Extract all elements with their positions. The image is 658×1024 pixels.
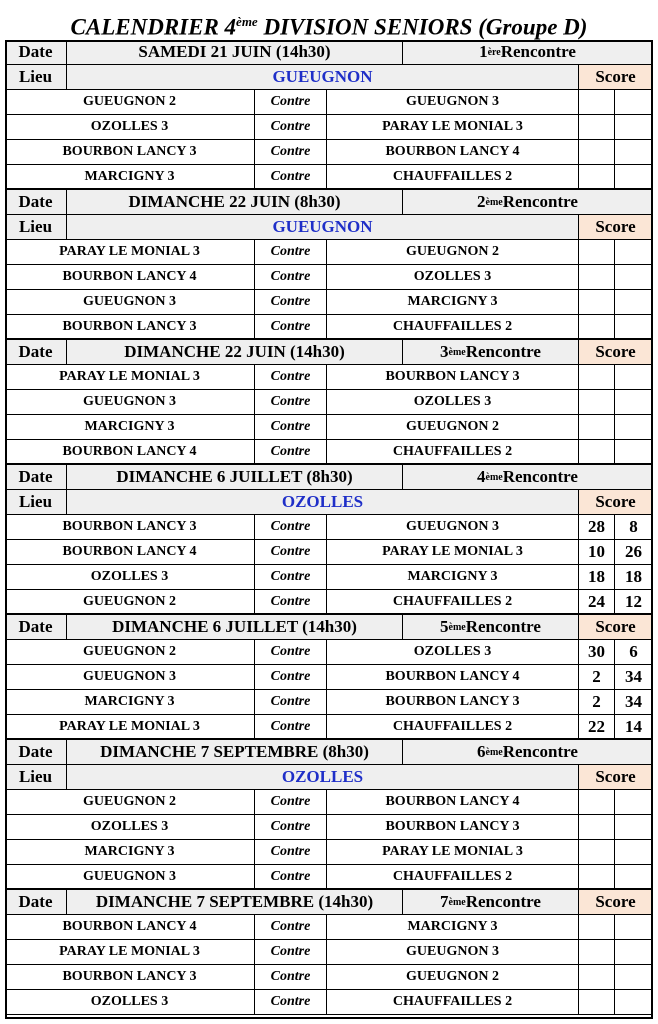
round-text: Rencontre xyxy=(465,342,541,361)
team-away: GUEUGNON 3 xyxy=(327,940,579,965)
team-home: GUEUGNON 3 xyxy=(5,865,255,890)
team-away: MARCIGNY 3 xyxy=(327,915,579,940)
date-label: Date xyxy=(5,190,67,215)
round-number xyxy=(403,465,653,490)
lieu-label: Lieu xyxy=(5,215,67,240)
score-away xyxy=(615,290,653,315)
round-date: DIMANCHE 22 JUIN (8h30) xyxy=(67,190,403,215)
contre-label: Contre xyxy=(255,315,327,340)
round-date: SAMEDI 21 JUIN (14h30) xyxy=(67,40,403,65)
venue-name: OZOLLES xyxy=(67,490,579,515)
score-header: Score xyxy=(579,65,653,90)
venue-name: OZOLLES xyxy=(67,765,579,790)
date-label: Date xyxy=(5,740,67,765)
team-home: BOURBON LANCY 4 xyxy=(5,915,255,940)
title-main: CALENDRIER 4 xyxy=(70,14,237,40)
contre-label: Contre xyxy=(255,290,327,315)
round-text: Rencontre xyxy=(502,742,578,761)
team-away: CHAUFFAILLES 2 xyxy=(327,715,579,740)
team-home: BOURBON LANCY 4 xyxy=(5,440,255,465)
score-home: 10 xyxy=(579,540,615,565)
score-away: 34 xyxy=(615,690,653,715)
score-home xyxy=(579,815,615,840)
team-away: OZOLLES 3 xyxy=(327,390,579,415)
team-away: GUEUGNON 2 xyxy=(327,965,579,990)
score-home: 24 xyxy=(579,590,615,615)
score-home: 18 xyxy=(579,565,615,590)
team-away: CHAUFFAILLES 2 xyxy=(327,590,579,615)
score-home xyxy=(579,790,615,815)
score-header: Score xyxy=(579,615,653,640)
contre-label: Contre xyxy=(255,115,327,140)
score-away: 12 xyxy=(615,590,653,615)
contre-label: Contre xyxy=(255,415,327,440)
team-away: CHAUFFAILLES 2 xyxy=(327,165,579,190)
contre-label: Contre xyxy=(255,940,327,965)
round-date: DIMANCHE 7 SEPTEMBRE (8h30) xyxy=(67,740,403,765)
team-away: CHAUFFAILLES 2 xyxy=(327,440,579,465)
round-number xyxy=(403,890,579,915)
score-away xyxy=(615,915,653,940)
title-rest: DIVISION SENIORS (Groupe D) xyxy=(257,14,588,40)
contre-label: Contre xyxy=(255,815,327,840)
team-home: PARAY LE MONIAL 3 xyxy=(5,365,255,390)
score-home xyxy=(579,440,615,465)
lieu-label: Lieu xyxy=(5,490,67,515)
score-away: 14 xyxy=(615,715,653,740)
score-header: Score xyxy=(579,490,653,515)
score-away xyxy=(615,365,653,390)
round-text: Rencontre xyxy=(465,892,541,911)
score-away xyxy=(615,815,653,840)
contre-label: Contre xyxy=(255,265,327,290)
page-title xyxy=(0,5,658,39)
round-num: 1 xyxy=(479,42,488,61)
team-home: BOURBON LANCY 3 xyxy=(5,965,255,990)
team-away: BOURBON LANCY 3 xyxy=(327,815,579,840)
round-sup: ème xyxy=(485,196,503,208)
contre-label: Contre xyxy=(255,590,327,615)
date-label: Date xyxy=(5,890,67,915)
team-away: GUEUGNON 3 xyxy=(327,515,579,540)
score-home xyxy=(579,265,615,290)
score-header: Score xyxy=(579,765,653,790)
score-away: 18 xyxy=(615,565,653,590)
team-home: GUEUGNON 3 xyxy=(5,665,255,690)
team-home: OZOLLES 3 xyxy=(5,990,255,1015)
round-sup: ème xyxy=(448,621,466,633)
round-text: Rencontre xyxy=(502,192,578,211)
score-home xyxy=(579,115,615,140)
contre-label: Contre xyxy=(255,665,327,690)
score-home xyxy=(579,390,615,415)
round-number xyxy=(403,740,653,765)
score-home: 28 xyxy=(579,515,615,540)
date-label: Date xyxy=(5,465,67,490)
lieu-label: Lieu xyxy=(5,765,67,790)
round-num: 3 xyxy=(440,342,449,361)
team-away: MARCIGNY 3 xyxy=(327,290,579,315)
round-num: 7 xyxy=(440,892,449,911)
contre-label: Contre xyxy=(255,165,327,190)
contre-label: Contre xyxy=(255,790,327,815)
score-away xyxy=(615,840,653,865)
date-label: Date xyxy=(5,615,67,640)
score-home xyxy=(579,240,615,265)
schedule-table xyxy=(5,40,653,1019)
team-away: BOURBON LANCY 4 xyxy=(327,665,579,690)
team-away: BOURBON LANCY 4 xyxy=(327,140,579,165)
round-num: 5 xyxy=(440,617,449,636)
score-home xyxy=(579,365,615,390)
team-home: GUEUGNON 2 xyxy=(5,790,255,815)
score-home xyxy=(579,990,615,1015)
score-away xyxy=(615,865,653,890)
contre-label: Contre xyxy=(255,440,327,465)
contre-label: Contre xyxy=(255,565,327,590)
date-label: Date xyxy=(5,340,67,365)
round-num: 6 xyxy=(477,742,486,761)
score-away xyxy=(615,140,653,165)
venue-name: GUEUGNON xyxy=(67,65,579,90)
round-text: Rencontre xyxy=(465,617,541,636)
score-home xyxy=(579,140,615,165)
contre-label: Contre xyxy=(255,865,327,890)
contre-label: Contre xyxy=(255,915,327,940)
team-home: GUEUGNON 2 xyxy=(5,640,255,665)
team-away: GUEUGNON 2 xyxy=(327,240,579,265)
score-home: 22 xyxy=(579,715,615,740)
team-home: MARCIGNY 3 xyxy=(5,840,255,865)
team-away: PARAY LE MONIAL 3 xyxy=(327,840,579,865)
team-home: BOURBON LANCY 4 xyxy=(5,540,255,565)
contre-label: Contre xyxy=(255,990,327,1015)
title-sup: ème xyxy=(236,14,258,29)
date-label: Date xyxy=(5,40,67,65)
round-num: 2 xyxy=(477,192,486,211)
team-home: GUEUGNON 2 xyxy=(5,590,255,615)
score-away xyxy=(615,315,653,340)
score-home xyxy=(579,165,615,190)
contre-label: Contre xyxy=(255,240,327,265)
team-home: GUEUGNON 3 xyxy=(5,390,255,415)
contre-label: Contre xyxy=(255,715,327,740)
score-away xyxy=(615,390,653,415)
team-home: PARAY LE MONIAL 3 xyxy=(5,715,255,740)
contre-label: Contre xyxy=(255,390,327,415)
round-date: DIMANCHE 22 JUIN (14h30) xyxy=(67,340,403,365)
score-home xyxy=(579,290,615,315)
round-number xyxy=(403,615,579,640)
round-sup: ème xyxy=(448,896,466,908)
team-away: PARAY LE MONIAL 3 xyxy=(327,540,579,565)
contre-label: Contre xyxy=(255,840,327,865)
score-home xyxy=(579,865,615,890)
score-home xyxy=(579,415,615,440)
score-home: 2 xyxy=(579,665,615,690)
score-home xyxy=(579,840,615,865)
round-number xyxy=(403,40,653,65)
score-away: 34 xyxy=(615,665,653,690)
score-away xyxy=(615,115,653,140)
round-number xyxy=(403,340,579,365)
team-away: GUEUGNON 2 xyxy=(327,415,579,440)
contre-label: Contre xyxy=(255,690,327,715)
score-header: Score xyxy=(579,215,653,240)
score-away xyxy=(615,240,653,265)
round-num: 4 xyxy=(477,467,486,486)
round-number xyxy=(403,190,653,215)
team-away: CHAUFFAILLES 2 xyxy=(327,865,579,890)
team-home: BOURBON LANCY 3 xyxy=(5,515,255,540)
team-away: BOURBON LANCY 3 xyxy=(327,690,579,715)
score-home xyxy=(579,915,615,940)
score-home xyxy=(579,315,615,340)
score-header: Score xyxy=(579,890,653,915)
score-home xyxy=(579,940,615,965)
team-away: CHAUFFAILLES 2 xyxy=(327,315,579,340)
round-sup: ème xyxy=(448,346,466,358)
team-home: BOURBON LANCY 3 xyxy=(5,315,255,340)
round-date: DIMANCHE 6 JUILLET (14h30) xyxy=(67,615,403,640)
team-away: MARCIGNY 3 xyxy=(327,565,579,590)
team-home: MARCIGNY 3 xyxy=(5,690,255,715)
team-away: BOURBON LANCY 3 xyxy=(327,365,579,390)
score-header: Score xyxy=(579,340,653,365)
team-home: OZOLLES 3 xyxy=(5,115,255,140)
lieu-label: Lieu xyxy=(5,65,67,90)
round-sup: ère xyxy=(487,46,501,58)
round-date: DIMANCHE 6 JUILLET (8h30) xyxy=(67,465,403,490)
score-away xyxy=(615,265,653,290)
team-away: CHAUFFAILLES 2 xyxy=(327,990,579,1015)
score-home: 30 xyxy=(579,640,615,665)
score-away xyxy=(615,440,653,465)
round-sup: ème xyxy=(485,471,503,483)
team-home: BOURBON LANCY 4 xyxy=(5,265,255,290)
contre-label: Contre xyxy=(255,640,327,665)
team-home: PARAY LE MONIAL 3 xyxy=(5,240,255,265)
team-home: BOURBON LANCY 3 xyxy=(5,140,255,165)
score-away xyxy=(615,415,653,440)
team-away: BOURBON LANCY 4 xyxy=(327,790,579,815)
score-away xyxy=(615,990,653,1015)
score-home xyxy=(579,90,615,115)
team-away: OZOLLES 3 xyxy=(327,265,579,290)
score-away xyxy=(615,965,653,990)
score-away: 8 xyxy=(615,515,653,540)
contre-label: Contre xyxy=(255,365,327,390)
team-away: PARAY LE MONIAL 3 xyxy=(327,115,579,140)
team-away: GUEUGNON 3 xyxy=(327,90,579,115)
team-home: GUEUGNON 2 xyxy=(5,90,255,115)
team-home: OZOLLES 3 xyxy=(5,565,255,590)
score-away: 6 xyxy=(615,640,653,665)
score-away xyxy=(615,790,653,815)
score-away: 26 xyxy=(615,540,653,565)
contre-label: Contre xyxy=(255,540,327,565)
score-home: 2 xyxy=(579,690,615,715)
score-away xyxy=(615,165,653,190)
team-home: PARAY LE MONIAL 3 xyxy=(5,940,255,965)
contre-label: Contre xyxy=(255,965,327,990)
team-home: OZOLLES 3 xyxy=(5,815,255,840)
team-home: GUEUGNON 3 xyxy=(5,290,255,315)
team-home: MARCIGNY 3 xyxy=(5,165,255,190)
round-text: Rencontre xyxy=(500,42,576,61)
score-away xyxy=(615,940,653,965)
contre-label: Contre xyxy=(255,90,327,115)
score-away xyxy=(615,90,653,115)
round-text: Rencontre xyxy=(502,467,578,486)
contre-label: Contre xyxy=(255,515,327,540)
venue-name: GUEUGNON xyxy=(67,215,579,240)
contre-label: Contre xyxy=(255,140,327,165)
round-date: DIMANCHE 7 SEPTEMBRE (14h30) xyxy=(67,890,403,915)
score-home xyxy=(579,965,615,990)
team-home: MARCIGNY 3 xyxy=(5,415,255,440)
round-sup: ème xyxy=(485,746,503,758)
team-away: OZOLLES 3 xyxy=(327,640,579,665)
